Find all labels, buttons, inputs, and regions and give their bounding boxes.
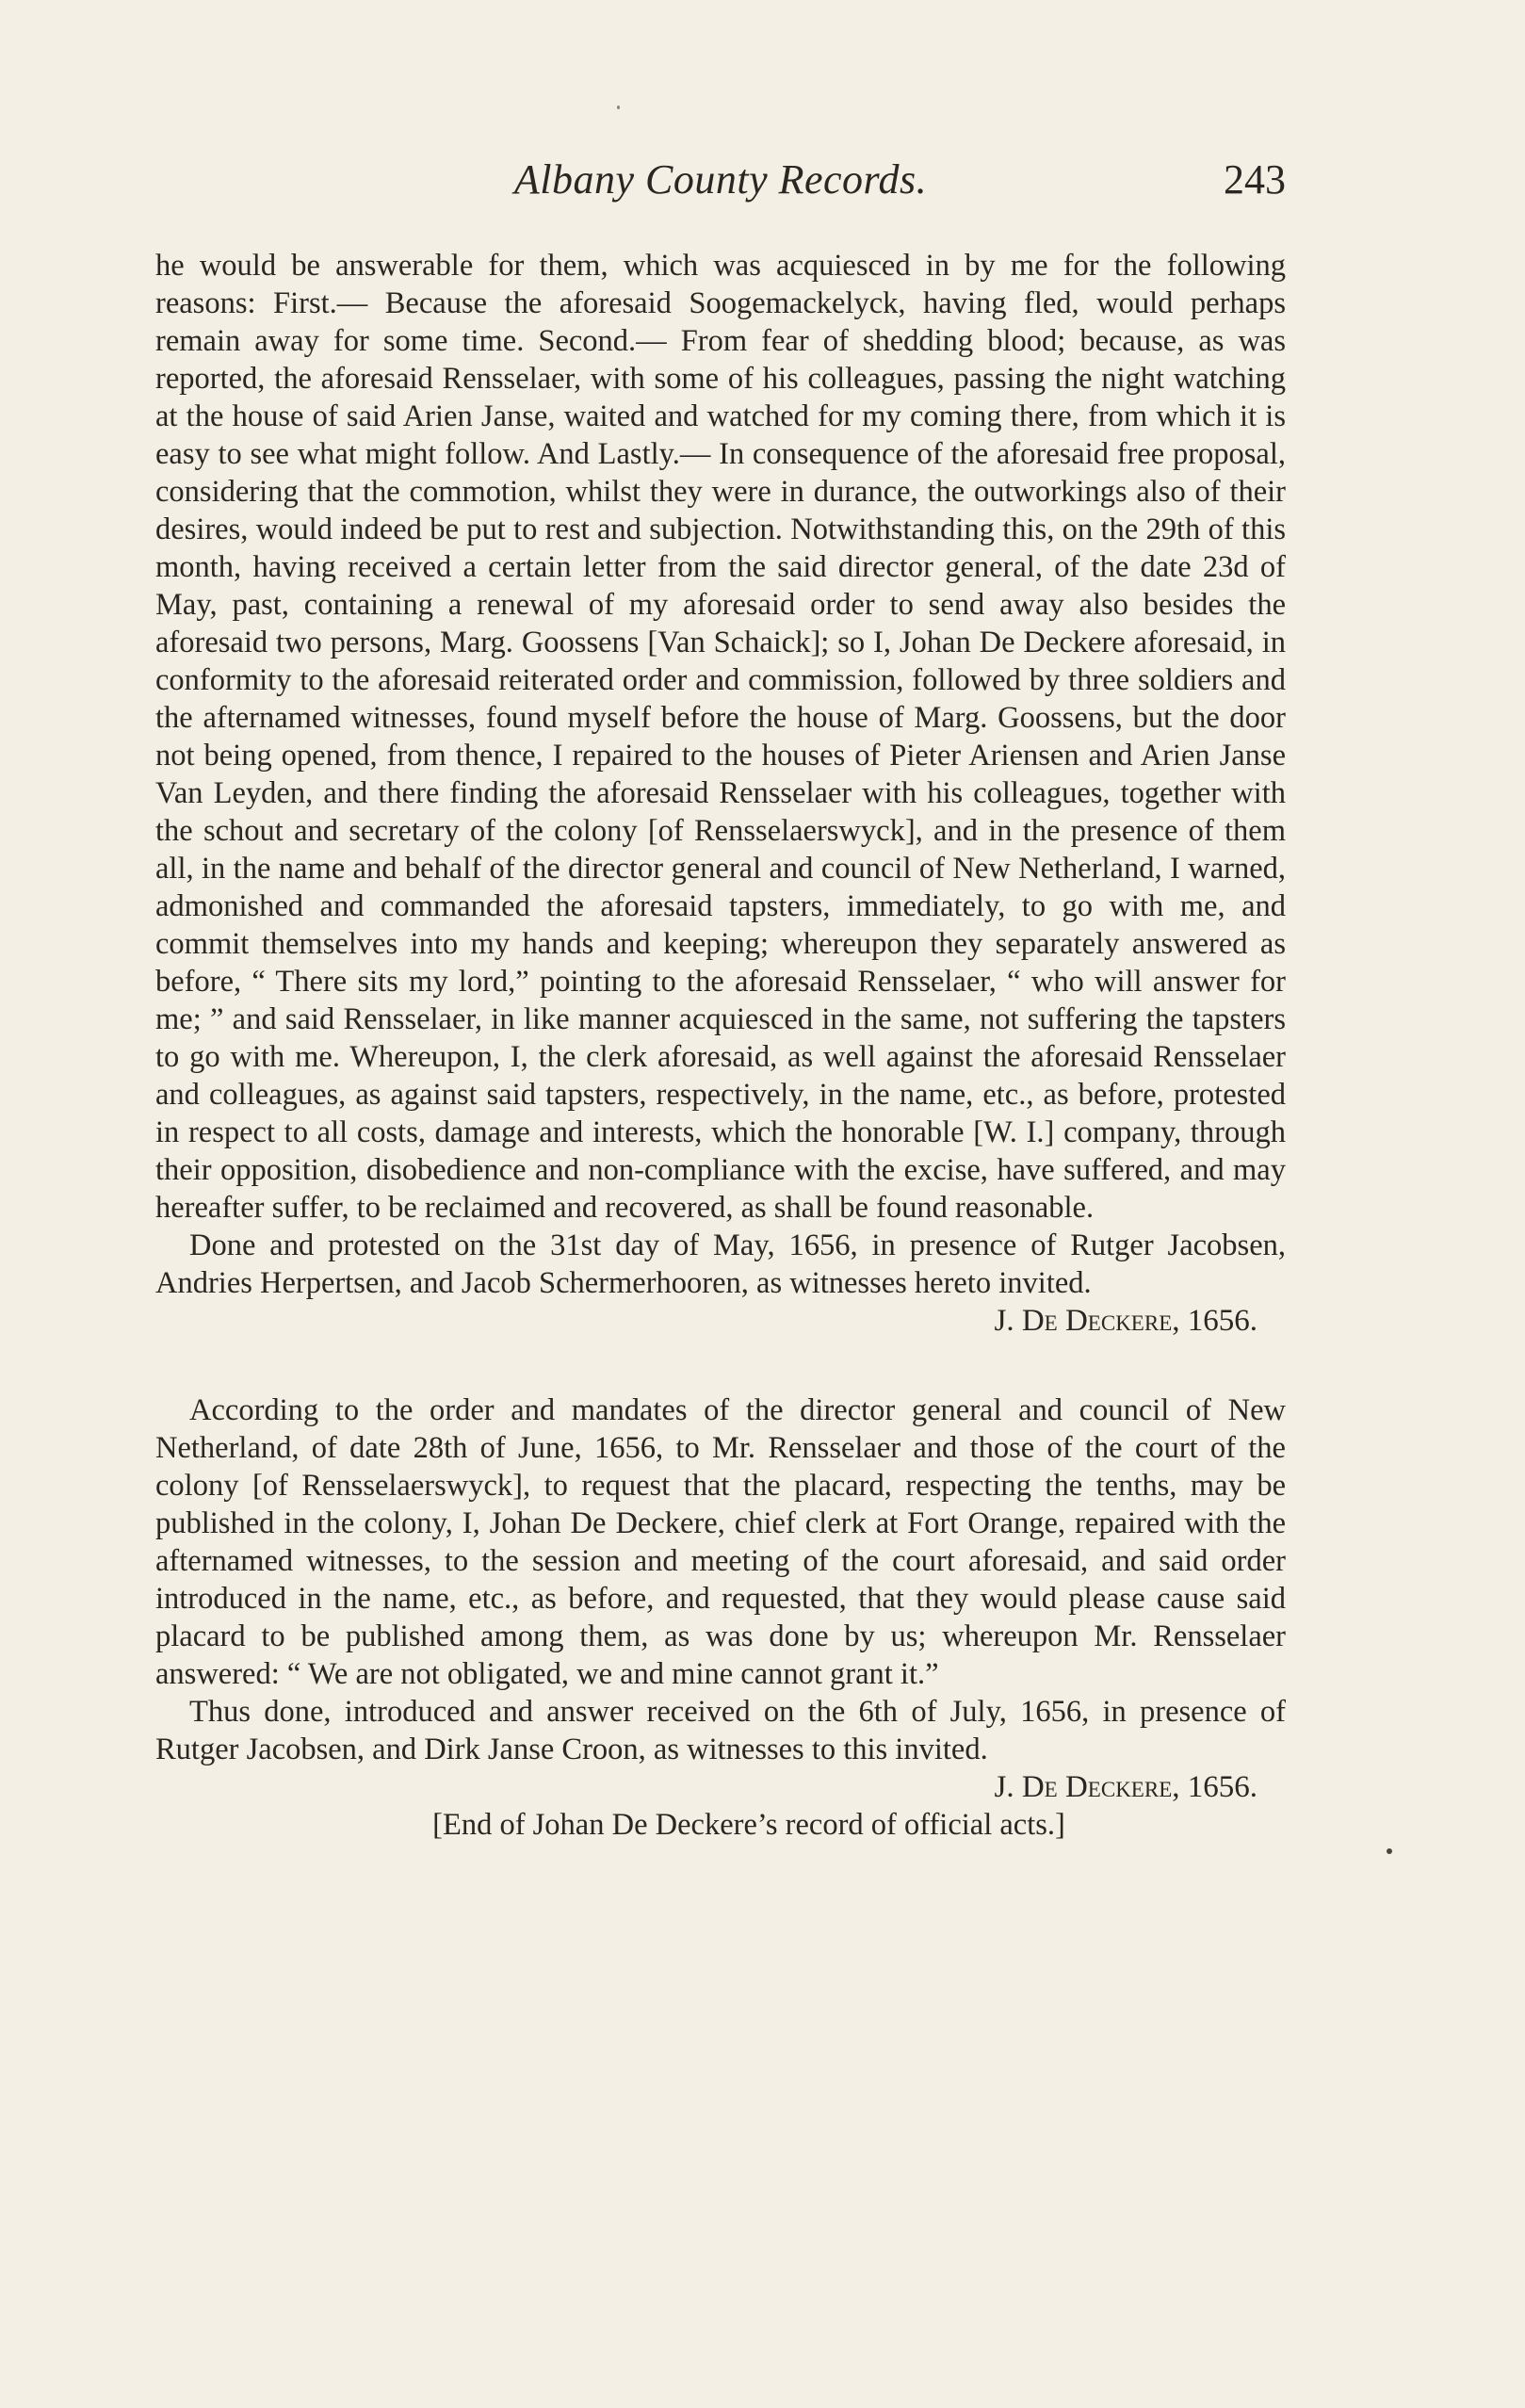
page-number: 243: [1224, 156, 1286, 203]
paragraph-done-and-protested: Done and protested on the 31st day of May, 1656, in presence of Rutger Jacobsen, Andries Herpertsen, and Jacob Schermerhooren, as witnesses hereto invited.: [155, 1228, 1286, 1300]
section-gap: [155, 1340, 1286, 1391]
page-body: [155, 247, 1286, 1844]
signature-de-deckere-2: J. De Deckere, 1656.: [994, 1770, 1257, 1804]
margin-mark: [1387, 1848, 1392, 1854]
running-title: Albany County Records.: [513, 156, 928, 203]
page-header: [155, 155, 1286, 212]
signature-de-deckere-1: J. De Deckere, 1656.: [994, 1304, 1257, 1338]
paper-speck: [617, 106, 620, 109]
paragraph-thus-done: Thus done, introduced and answer received on the 6th of July, 1656, in presence of Rutger Jacobsen, and Dirk Janse Croon, as witnesses to this invited.: [155, 1695, 1286, 1766]
closing-note: [End of Johan De Deckere’s record of official acts.]: [432, 1808, 1065, 1842]
paragraph-placard-request: According to the order and mandates of the director general and council of New Netherland, of date 28th of June, 1656, to Mr. Rensselaer and those of the court of the colony [of Rensselaerswyck], to request that the placard, respecting the tenths, may be published in the colony, I, Johan De Deckere, chief clerk at Fort Orange, repaired with the afternamed witnesses, to the session and meeting of the court aforesaid, and said order introduced in the name, etc., as before, and requested, that they would please cause said placard to be published among them, as was done by us; whereupon Mr. Rensselaer answered: “ We are not obligated, we and mine cannot grant it.”: [155, 1393, 1286, 1691]
paragraph-protest-continuation: he would be answerable for them, which was acquiesced in by me for the following reasons: First.— Because the aforesaid Soogemackelyck, having fled, would perhaps remain away for some time. Second.— From fear of shedding blood; because, as was reported, the aforesaid Rensselaer, with some of his colleagues, passing the night watching at the house of said Arien Janse, waited and watched for my coming there, from which it is easy to see what might follow. And Lastly.— In consequence of the aforesaid free proposal, considering that the commotion, whilst they were in durance, the outworkings also of their desires, would indeed be put to rest and subjection. Notwithstanding this, on the 29th of this month, having received a certain letter from the said director general, of the date 23d of May, past, containing a renewal of my aforesaid order to send away also besides the aforesaid two persons, Marg. Goossens [Van Schaick]; so I, Johan De Deckere aforesaid, in conformity to the aforesaid reiterated order and commission, followed by three soldiers and the afternamed witnesses, found myself before the house of Marg. Goossens, but the door not being opened, from thence, I repaired to the houses of Pieter Ariensen and Arien Janse Van Leyden, and there finding the aforesaid Rensselaer with his colleagues, together with the schout and secretary of the colony [of Rensselaerswyck], and in the presence of them all, in the name and behalf of the director general and council of New Netherland, I warned, admonished and commanded the aforesaid tapsters, immediately, to go with me, and commit themselves into my hands and keeping; whereupon they separately answered as before, “ There sits my lord,” pointing to the aforesaid Rensselaer, “ who will answer for me; ” and said Rensselaer, in like manner acquiesced in the same, not suffering the tapsters to go with me. Whereupon, I, the clerk aforesaid, as well against the aforesaid Rensselaer and colleagues, as against said tapsters, respectively, in the name, etc., as before, protested in respect to all costs, damage and interests, which the honorable [W. I.] company, through their opposition, disobedience and non-compliance with the excise, have suffered, and may hereafter suffer, to be reclaimed and recovered, as shall be found reasonable.: [155, 249, 1286, 1225]
